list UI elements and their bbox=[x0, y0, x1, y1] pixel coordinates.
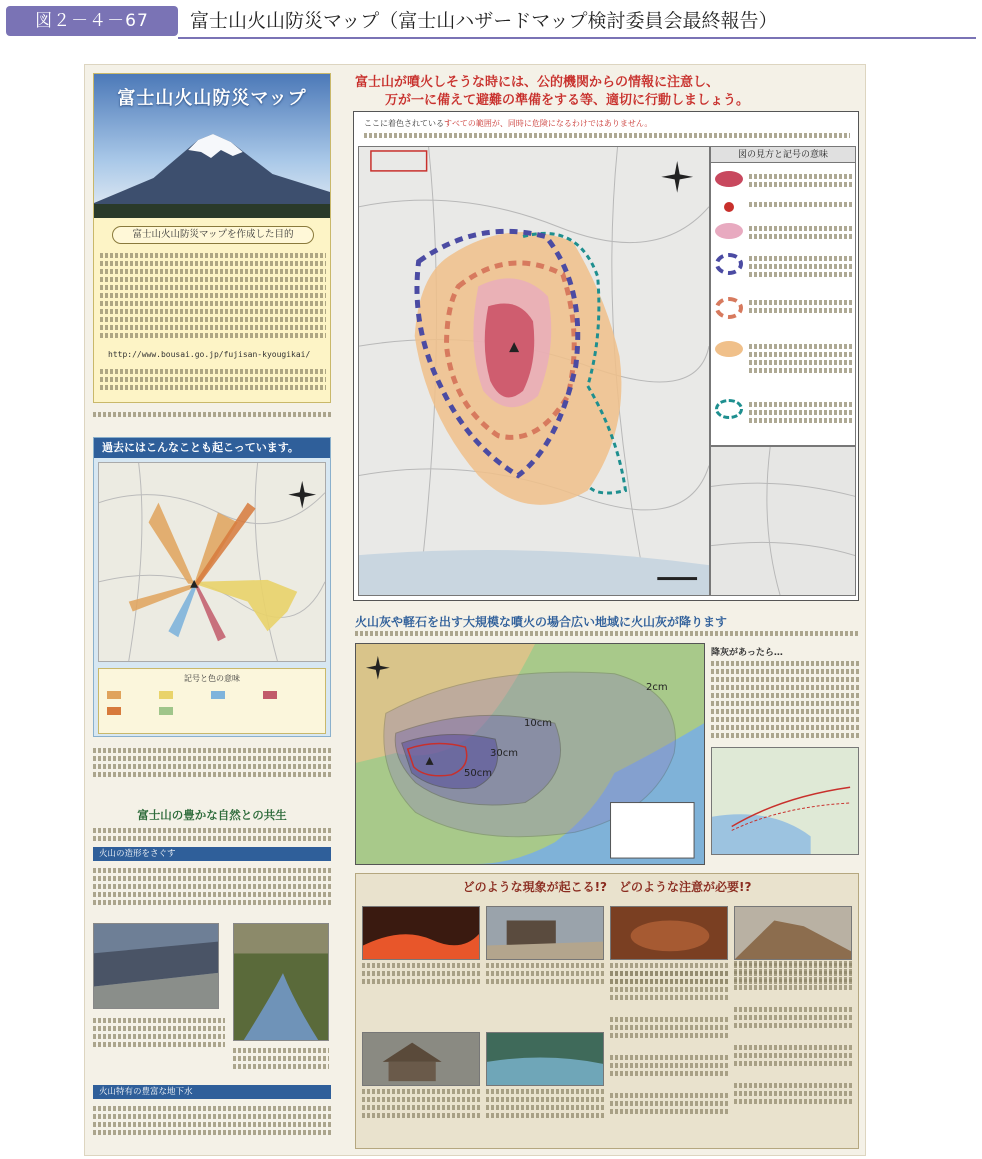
grand-canyon-photo bbox=[93, 923, 219, 1009]
map-legend-panel bbox=[710, 146, 856, 446]
ash-heading: 火山灰や軽石を出す大規模な噴火の場合広い地域に火山灰が降ります bbox=[355, 615, 728, 629]
legend-crater-point bbox=[715, 197, 853, 221]
ash-spread-mini-map bbox=[711, 747, 859, 855]
landform-text bbox=[93, 865, 331, 917]
phenomenon-text-cell bbox=[610, 958, 728, 1138]
legend-orange-area bbox=[715, 339, 853, 389]
purpose-text bbox=[100, 250, 326, 346]
past-heading: 過去にはこんなことも起こっています。 bbox=[94, 438, 330, 458]
phenomenon-cell bbox=[486, 896, 604, 987]
title-banner bbox=[94, 74, 330, 218]
legend-crater-area bbox=[715, 169, 853, 193]
phenomenon-text-cell bbox=[734, 958, 852, 1138]
legend-salmon-dash bbox=[715, 295, 853, 331]
poster-title-box bbox=[93, 73, 331, 403]
warning-line-1: 富士山が噴火しそうな時には、公的機関からの情報に注意し、 bbox=[355, 75, 720, 90]
contour-label-2cm: 2cm bbox=[646, 682, 668, 693]
phenomenon-lava-image bbox=[362, 906, 480, 960]
legend-title: 記号と色の意味 bbox=[184, 674, 240, 683]
title-footnote bbox=[93, 409, 331, 423]
nature-heading: 富士山の豊かな自然との共生 bbox=[137, 808, 287, 822]
past-map-legend bbox=[98, 668, 326, 734]
warning-line-2: 万が一に備えて避難の準備をする等、適切に行動しましょう。 bbox=[385, 93, 750, 108]
groundwater-tag: 火山特有の豊富な地下水 bbox=[93, 1085, 331, 1099]
phenomenon-cell bbox=[362, 896, 480, 987]
credits-text bbox=[100, 366, 326, 400]
hazard-note-warning: すべての範囲が、同時に危険になるわけではありません。 bbox=[444, 119, 653, 128]
contour-label-30cm: 30cm bbox=[490, 748, 518, 759]
poster-title: 富士山火山防災マップ bbox=[117, 88, 307, 109]
phenomenon-cell bbox=[362, 1022, 480, 1121]
phenomena-box bbox=[355, 873, 859, 1149]
legend-blue-dash bbox=[715, 251, 853, 291]
legend-pink-area bbox=[715, 221, 853, 245]
ash-subtext bbox=[355, 631, 859, 639]
phenomenon-ash-house-image bbox=[362, 1032, 480, 1086]
spring-caption bbox=[233, 1045, 329, 1079]
header-rule bbox=[178, 37, 976, 39]
ashfall-notes bbox=[711, 645, 859, 865]
website-url: http://www.bousai.go.jp/fujisan-kyougikai/ bbox=[108, 350, 311, 359]
phenomenon-crater-image bbox=[610, 906, 728, 960]
figure-label: 図２－４－67 bbox=[6, 6, 178, 36]
purpose-heading: 富士山火山防災マップを作成した目的 bbox=[112, 226, 314, 244]
past-eruptions-box bbox=[93, 437, 331, 737]
volcano-landform-tag: 火山の造形をさぐす bbox=[93, 847, 331, 861]
hazard-map bbox=[358, 146, 710, 596]
spring-water-photo bbox=[233, 923, 329, 1041]
phenomenon-mudflow-image bbox=[486, 906, 604, 960]
legend-panel-title: 図の見方と記号の意味 bbox=[711, 147, 855, 163]
hazard-map-poster bbox=[84, 64, 866, 1156]
contour-label-10cm: 10cm bbox=[524, 718, 552, 729]
phenomena-heading: どのような現象が起こる!? どのような注意が必要!? bbox=[462, 880, 752, 894]
hazard-note-prefix: ここに着色されている bbox=[364, 119, 444, 128]
contour-label-50cm: 50cm bbox=[464, 768, 492, 779]
phenomenon-cell bbox=[486, 1022, 604, 1121]
hazard-map-extension bbox=[710, 446, 856, 596]
nature-subtext bbox=[93, 825, 331, 841]
mount-fuji-photo bbox=[94, 108, 330, 218]
past-caption bbox=[93, 745, 331, 789]
ashfall-map bbox=[355, 643, 705, 865]
figure-header bbox=[6, 4, 976, 38]
legend-teal-dash bbox=[715, 397, 853, 441]
hazard-note bbox=[364, 118, 850, 141]
figure-title: 富士山火山防災マップ（富士山ハザードマップ検討委員会最終報告） bbox=[190, 10, 778, 32]
groundwater-text bbox=[93, 1103, 331, 1149]
phenomenon-flood-image bbox=[486, 1032, 604, 1086]
ash-note-title: 降灰があったら… bbox=[711, 648, 783, 658]
hazard-map-box bbox=[353, 111, 859, 601]
phenomenon-landslide-image bbox=[734, 906, 852, 960]
past-lava-flow-map bbox=[98, 462, 326, 662]
canyon-caption bbox=[93, 1015, 225, 1071]
